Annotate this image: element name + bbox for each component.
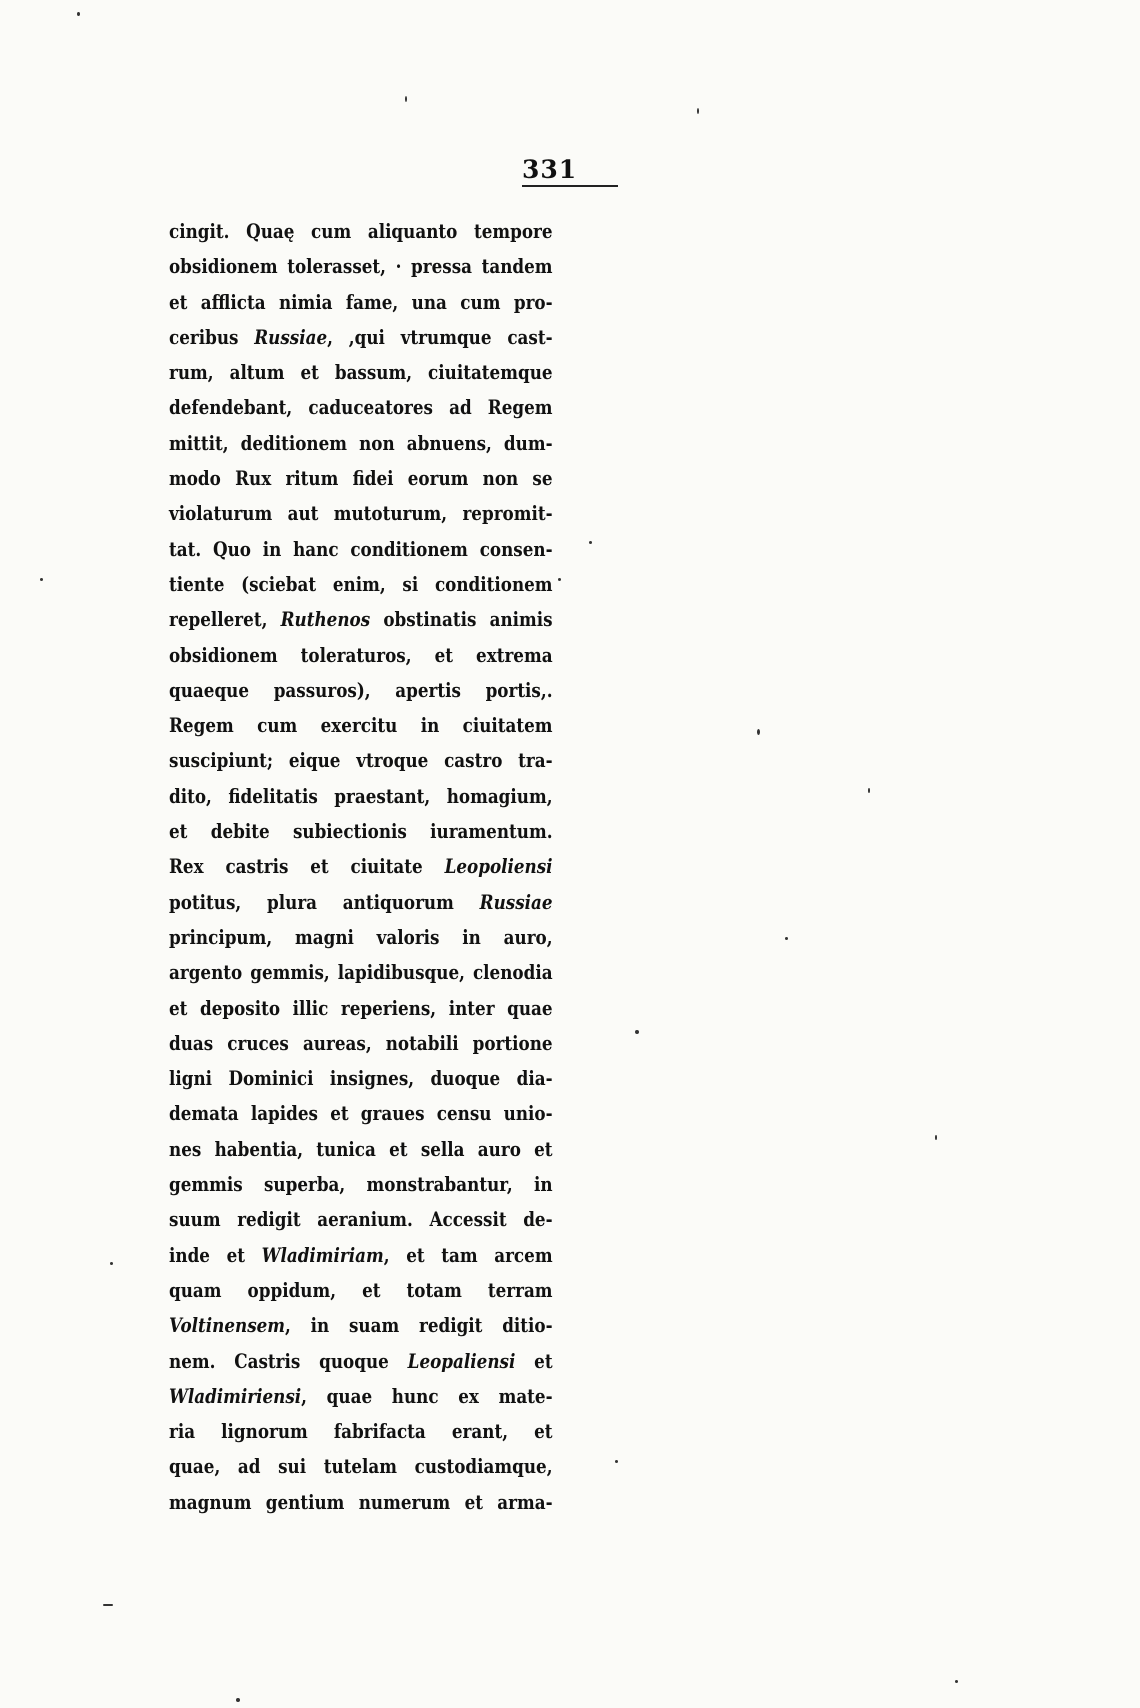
text-line [169,602,553,637]
text-line [169,355,553,390]
page-number: 331 [522,155,578,184]
text-segment: Regem cum exercitu in ciuitatem [169,714,553,738]
text-segment: quaeque passuros), apertis portis,. [169,678,553,702]
text-line [169,1379,553,1414]
text-segment: quam oppidum, et totam terram [169,1278,553,1302]
text-line [169,885,553,920]
text-line [169,920,553,955]
text-segment: cingit. Quaę cum aliquanto tempore [169,220,553,243]
text-segment: argento gemmis, lapidibusque, clenodia [169,961,553,985]
text-segment: duas cruces aureas, notabili portione [169,1031,553,1055]
text-line [169,1026,553,1061]
body-text [169,214,553,1520]
italic-proper-noun: Leopaliensi [407,1349,516,1373]
italic-proper-noun: Voltinensem [169,1314,286,1338]
text-segment: suum redigit aeranium. Accessit de- [169,1208,553,1232]
text-segment: inde et [169,1243,262,1267]
header-rule [522,185,618,187]
text-segment: principum, magni valoris in auro, [169,925,553,949]
text-segment: defendebant, caduceatores ad Regem [169,396,553,420]
text-segment: rum, altum et bassum, ciuitatemque [169,361,553,385]
text-line [169,496,553,531]
text-segment: nem. Castris quoque [169,1349,408,1373]
text-segment: tiente (sciebat enim, si conditionem [169,572,553,596]
scan-speck [697,108,699,114]
text-segment: quae, ad sui tutelam custodiamque, [169,1455,553,1479]
text-line [169,532,553,567]
scan-speck [955,1680,958,1683]
text-line [169,249,553,284]
text-segment: et deposito illic reperiens, inter quae [169,996,553,1020]
text-segment: violaturum aut mutoturum, repromit- [169,502,553,526]
text-line [169,1449,553,1484]
scan-speck [103,1604,113,1606]
scan-speck [405,96,407,102]
italic-proper-noun: Leopoliensi [444,855,553,879]
text-segment: , ,qui vtrumque cast- [327,325,553,349]
text-line [169,1238,553,1273]
scan-speck [558,578,561,581]
text-segment: et afflicta nimia fame, una cum pro- [169,290,553,314]
italic-proper-noun: Wladimiriam [261,1243,384,1267]
scan-speck [589,541,592,544]
text-line [169,849,553,884]
text-segment: ligni Dominici insignes, duoque dia- [169,1067,553,1091]
scan-speck [77,12,80,16]
text-segment: obsidionem tolerasset, · pressa tandem [169,255,553,279]
text-segment: ceribus [169,325,255,349]
text-segment: gemmis superba, monstrabantur, in [169,1173,553,1197]
text-line [169,1273,553,1308]
text-segment: Rex castris et ciuitate [169,855,445,879]
scan-speck [757,729,760,735]
text-line [169,1061,553,1096]
text-line [169,743,553,778]
text-line [169,708,553,743]
text-line [169,1167,553,1202]
text-segment: dito, fidelitatis praestant, homagium, [169,784,553,808]
italic-proper-noun: Ruthenos [280,608,371,632]
text-segment: , in suam redigit ditio- [285,1314,553,1338]
text-segment: obstinatis animis [370,608,553,632]
italic-proper-noun: Wladimiriensi [169,1384,302,1408]
text-line [169,673,553,708]
text-segment: demata lapides et graues censu unio- [169,1102,553,1126]
text-segment: repelleret, [169,608,281,632]
italic-proper-noun: Russiae [254,325,328,349]
scan-speck [40,578,43,581]
scan-speck [615,1460,618,1463]
scan-speck [868,788,870,793]
text-segment: et [515,1349,553,1373]
scan-speck [785,937,788,940]
text-segment: , et tam arcem [383,1243,553,1267]
text-line [169,1308,553,1343]
text-segment: ria lignorum fabrifacta erant, et [169,1420,553,1444]
italic-proper-noun: Russiae [479,890,553,914]
text-segment: mittit, deditionem non abnuens, dum- [169,431,553,455]
text-line [169,320,553,355]
text-line [169,638,553,673]
text-line [169,214,553,249]
text-line [169,991,553,1026]
text-line [169,1485,553,1520]
text-line [169,955,553,990]
text-segment: potitus, plura antiquorum [169,890,480,914]
text-line [169,814,553,849]
text-line [169,1202,553,1237]
scan-speck [935,1135,937,1140]
text-segment: suscipiunt; eique vtroque castro tra- [169,749,553,773]
text-line [169,567,553,602]
text-line [169,1096,553,1131]
text-line [169,1414,553,1449]
scan-speck [635,1030,639,1034]
text-line [169,426,553,461]
text-segment: modo Rux ritum fidei eorum non se [169,467,553,491]
text-segment: tat. Quo in hanc conditionem consen- [169,537,553,561]
text-segment: obsidionem toleraturos, et extrema [169,643,553,667]
text-line [169,779,553,814]
text-segment: nes habentia, tunica et sella auro et [169,1137,553,1161]
text-line [169,461,553,496]
scan-speck [236,1698,240,1702]
text-segment: et debite subiectionis iuramentum. [169,820,553,844]
text-segment: magnum gentium numerum et arma- [169,1490,553,1514]
text-segment: , quae hunc ex mate- [301,1384,553,1408]
scan-speck [110,1262,113,1265]
text-line [169,390,553,425]
text-line [169,1132,553,1167]
text-line [169,1344,553,1379]
text-line [169,285,553,320]
